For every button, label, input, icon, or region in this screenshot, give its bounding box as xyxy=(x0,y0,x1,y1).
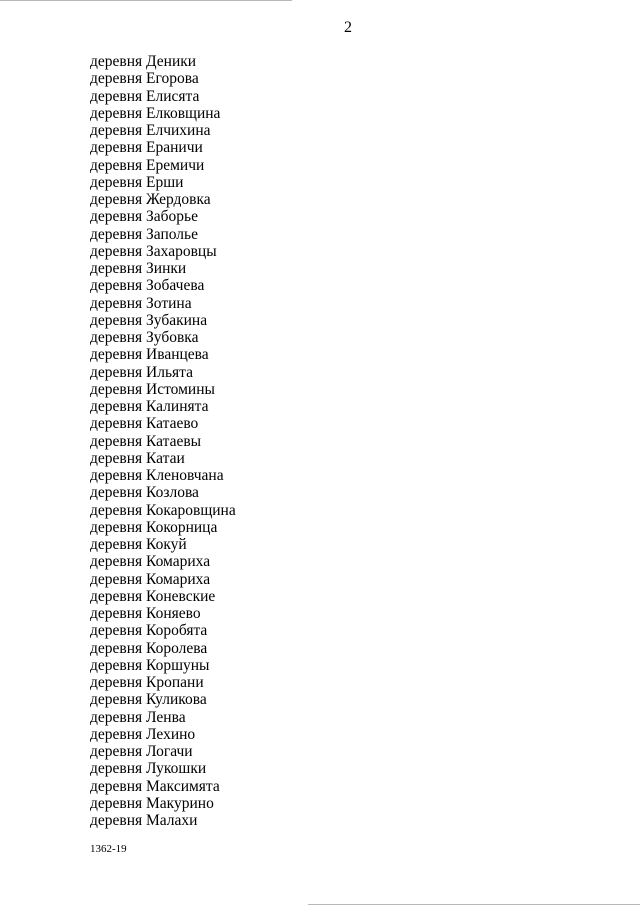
list-item: деревня Кокуй xyxy=(90,536,187,553)
list-item: деревня Зубовка xyxy=(90,329,199,346)
list-item: деревня Елисята xyxy=(90,87,200,105)
list-item: деревня Иванцева xyxy=(90,346,209,364)
list-item: деревня Лукошки xyxy=(90,760,207,778)
list-item: деревня Егорова xyxy=(90,70,199,88)
list-item: деревня Ерши xyxy=(90,173,184,191)
list-item: деревня Ленва xyxy=(90,708,186,726)
list-item: деревня Лехино xyxy=(90,725,196,743)
list-item: деревня Козлова xyxy=(90,484,199,502)
list-item: деревня Ераничи xyxy=(90,139,203,157)
list-item: деревня Коневские xyxy=(90,587,216,605)
list-item: деревня Катаевы xyxy=(90,432,202,450)
list-item: деревня Жердовка xyxy=(90,191,211,208)
list-item: деревня Комариха xyxy=(90,570,211,588)
list-item: деревня Коробята xyxy=(90,622,208,640)
document-code: 1362-19 xyxy=(90,843,127,855)
list-item: деревня Захаровцы xyxy=(90,242,217,260)
list-item: деревня Ильята xyxy=(90,363,193,381)
list-item: деревня Максимята xyxy=(90,777,220,795)
list-item: деревня Еремичи xyxy=(90,156,205,174)
page-number: 2 xyxy=(344,19,352,36)
list-item: деревня Зинки xyxy=(90,260,187,277)
list-item: деревня Деники xyxy=(90,53,197,70)
list-item: деревня Кокаровщина xyxy=(90,501,236,519)
list-item: деревня Макурино xyxy=(90,794,214,812)
list-item: деревня Логачи xyxy=(90,743,193,760)
list-item: деревня Зубакина xyxy=(90,311,208,329)
list-item: деревня Катаи xyxy=(90,449,185,467)
list-item: деревня Комариха xyxy=(90,553,211,571)
list-item: деревня Кленовчана xyxy=(90,467,224,484)
list-item: деревня Коняево xyxy=(90,605,201,622)
list-item: деревня Королева xyxy=(90,639,208,657)
scan-edge-top xyxy=(0,0,292,1)
list-item: деревня Зотина xyxy=(90,294,192,312)
list-item: деревня Кропани xyxy=(90,674,204,691)
settlement-list xyxy=(90,53,236,829)
list-item: деревня Зобачева xyxy=(90,277,205,295)
list-item: деревня Заполье xyxy=(90,225,198,243)
list-item: деревня Заборье xyxy=(90,208,198,226)
list-item: деревня Коршуны xyxy=(90,656,210,674)
list-item: деревня Истомины xyxy=(90,380,215,398)
list-item: деревня Кокорница xyxy=(90,518,218,536)
list-item: деревня Елковщина xyxy=(90,104,221,122)
list-item: деревня Малахи xyxy=(90,812,198,829)
list-item: деревня Куликова xyxy=(90,691,207,709)
list-item: деревня Катаево xyxy=(90,415,199,433)
list-item: деревня Калинята xyxy=(90,398,209,415)
list-item: деревня Елчихина xyxy=(90,122,211,139)
